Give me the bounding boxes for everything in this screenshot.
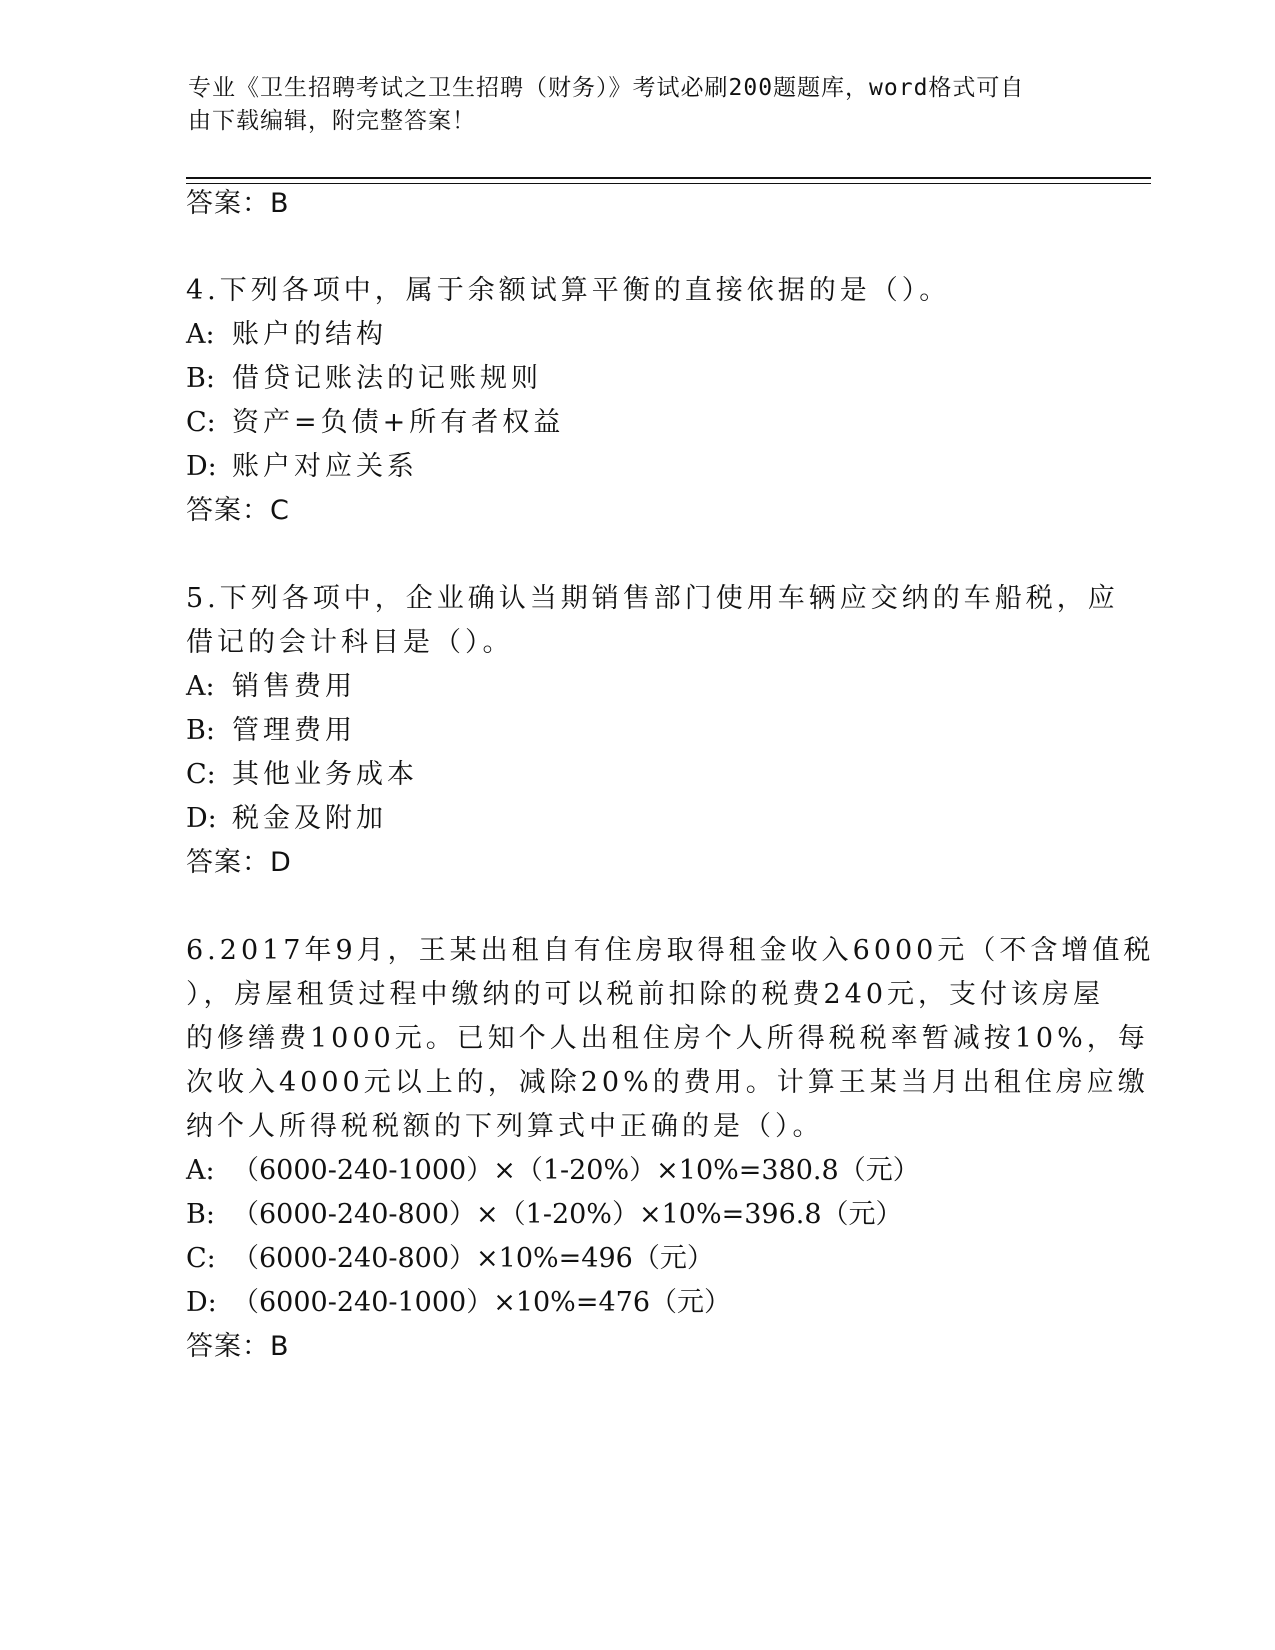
question-4-option-d	[186, 449, 418, 485]
option-label: D:	[186, 803, 217, 834]
option-text: （6000-240-800）×（1-20%）×10%=396.8（元）	[232, 1199, 903, 1230]
header-line-2: 由下载编辑，附完整答案！	[188, 108, 476, 134]
header-line-1: 专业《卫生招聘考试之卫生招聘（财务）》考试必刷200题题库，word格式可自	[188, 75, 1025, 101]
option-label: D:	[186, 451, 217, 482]
option-text: 账户的结构	[232, 319, 387, 350]
option-label: B:	[186, 1199, 215, 1230]
question-4-option-b	[186, 361, 542, 397]
question-5-option-a	[186, 669, 356, 705]
option-label: C:	[186, 1243, 216, 1274]
option-label: C:	[186, 407, 216, 438]
option-label: A:	[186, 319, 215, 350]
header-divider-thin	[186, 183, 1151, 184]
question-6-stem-line-5: 纳个人所得税税额的下列算式中正确的是（）。	[186, 1111, 824, 1142]
question-5-answer: 答案：D	[186, 847, 292, 878]
header-divider-thick	[186, 177, 1151, 179]
question-6-answer: 答案：B	[186, 1331, 290, 1362]
option-text: （6000-240-1000）×10%=476（元）	[232, 1287, 731, 1318]
question-5-option-c	[186, 757, 418, 793]
question-6-option-d	[186, 1285, 731, 1321]
question-6-stem-line-3: 的修缮费1000元。已知个人出租住房个人所得税税率暂减按10%，每	[186, 1023, 1149, 1054]
question-4-stem: 4.下列各项中，属于余额试算平衡的直接依据的是（）。	[186, 275, 951, 306]
option-text: 管理费用	[232, 715, 356, 746]
question-4-option-c	[186, 405, 564, 441]
option-label: D:	[186, 1287, 217, 1318]
question-6-option-b	[186, 1197, 903, 1233]
option-text: （6000-240-800）×10%=496（元）	[232, 1243, 714, 1274]
option-text: 借贷记账法的记账规则	[232, 363, 542, 394]
question-5-stem-line-1: 5.下列各项中，企业确认当期销售部门使用车辆应交纳的车船税，应	[186, 583, 1119, 614]
document-header	[188, 72, 1088, 138]
option-label: B:	[186, 363, 215, 394]
option-label: C:	[186, 759, 216, 790]
question-5-option-b	[186, 713, 356, 749]
question-6-option-a	[186, 1153, 920, 1189]
option-text: （6000-240-1000）×（1-20%）×10%=380.8（元）	[232, 1155, 920, 1186]
question-5-stem-line-2: 借记的会计科目是（）。	[186, 627, 514, 658]
option-text: 账户对应关系	[232, 451, 418, 482]
option-label: A:	[186, 671, 215, 702]
question-4-answer: 答案：C	[186, 495, 290, 526]
question-6-stem-line-2: ），房屋租赁过程中缴纳的可以税前扣除的税费240元，支付该房屋	[186, 979, 1105, 1010]
option-text: 税金及附加	[232, 803, 387, 834]
option-text: 资产=负债+所有者权益	[232, 407, 565, 438]
question-6-option-c	[186, 1241, 714, 1277]
question-5-option-d	[186, 801, 387, 837]
question-6-stem-line-1: 6.2017年9月，王某出租自有住房取得租金收入6000元（不含增值税	[186, 935, 1155, 966]
answer-previous-question: 答案：B	[186, 188, 290, 219]
option-label: B:	[186, 715, 215, 746]
option-label: A:	[186, 1155, 215, 1186]
question-4-option-a	[186, 317, 387, 353]
option-text: 销售费用	[232, 671, 356, 702]
question-6-stem-line-4: 次收入4000元以上的，减除20%的费用。计算王某当月出租住房应缴	[186, 1067, 1149, 1098]
option-text: 其他业务成本	[232, 759, 418, 790]
